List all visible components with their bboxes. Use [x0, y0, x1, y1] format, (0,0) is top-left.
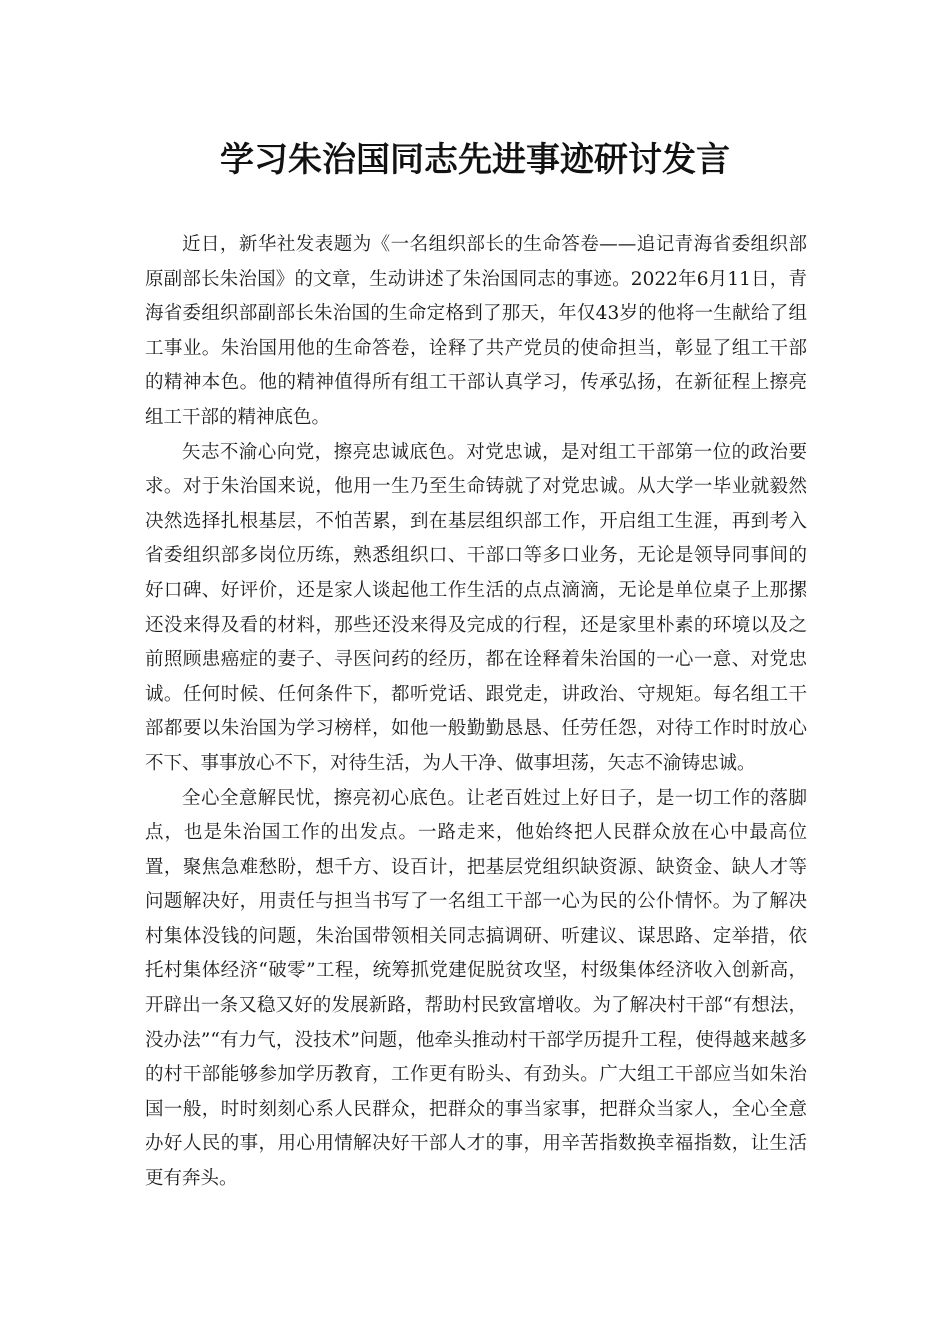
document-title: 学习朱治国同志先进事迹研讨发言 [220, 139, 730, 180]
paragraph-loyalty: 矢志不渝心向党，擦亮忠诚底色。对党忠诚，是对组工干部第一位的政治要求。对于朱治国来说，他用一生乃至生命铸就了对党忠诚。从大学一毕业就毅然决然选择扎根基层，不怕苦累，到在基层组织部工作，开启组工生涯，再到考入省委组织部多岗位历练，熟悉组织口、干部口等多口业务，无论是领导同事间的好口碑、好评价，还是家人谈起他工作生活的点点滴滴，无论是单位桌子上那摞还没来得及看的材料，那些还没来得及完成的行程，还是家里朴素的环境以及之前照顾患癌症的妻子、寻医问药的经历，都在诠释着朱治国的一心一意、对党忠诚。任何时候、任何条件下，都听党话、跟党走，讲政治、守规矩。每名组工干部都要以朱治国为学习榜样，如他一般勤勤恳恳、任劳任怨，对待工作时时放心不下、事事放心不下，对待生活，为人干净、做事坦荡，矢志不渝铸忠诚。 [145, 441, 807, 774]
paragraph-intro: 近日，新华社发表题为《一名组织部长的生命答卷——追记青海省委组织部原副部长朱治国》的文章，生动讲述了朱治国同志的事迹。2022年6月11日，青海省委组织部副部长朱治国的生命定格到了那天，年仅43岁的他将一生献给了组工事业。朱治国用他的生命答卷，诠释了共产党员的使命担当，彰显了组工干部的精神本色。他的精神值得所有组工干部认真学习，传承弘扬，在新征程上擦亮组工干部的精神底色。 [145, 234, 807, 428]
document-body [145, 228, 807, 1197]
paragraph-people: 全心全意解民忧，擦亮初心底色。让老百姓过上好日子，是一切工作的落脚点，也是朱治国工作的出发点。一路走来，他始终把人民群众放在心中最高位置，聚焦急难愁盼，想千方、设百计，把基层党组织缺资源、缺资金、缺人才等问题解决好，用责任与担当书写了一名组工干部一心为民的公仆情怀。为了解决村集体没钱的问题，朱治国带领相关同志搞调研、听建议、谋思路、定举措，依托村集体经济“破零”工程，统筹抓党建促脱贫攻坚，村级集体经济收入创新高，开辟出一条又稳又好的发展新路，帮助村民致富增收。为了解决村干部“有想法，没办法”“有力气，没技术”问题，他牵头推动村干部学历提升工程，使得越来越多的村干部能够参加学历教育，工作更有盼头、有劲头。广大组工干部应当如朱治国一般，时时刻刻心系人民群众，把群众的事当家事，把群众当家人，全心全意办好人民的事，用心用情解决好干部人才的事，用辛苦指数换幸福指数，让生活更有奔头。 [145, 787, 807, 1190]
